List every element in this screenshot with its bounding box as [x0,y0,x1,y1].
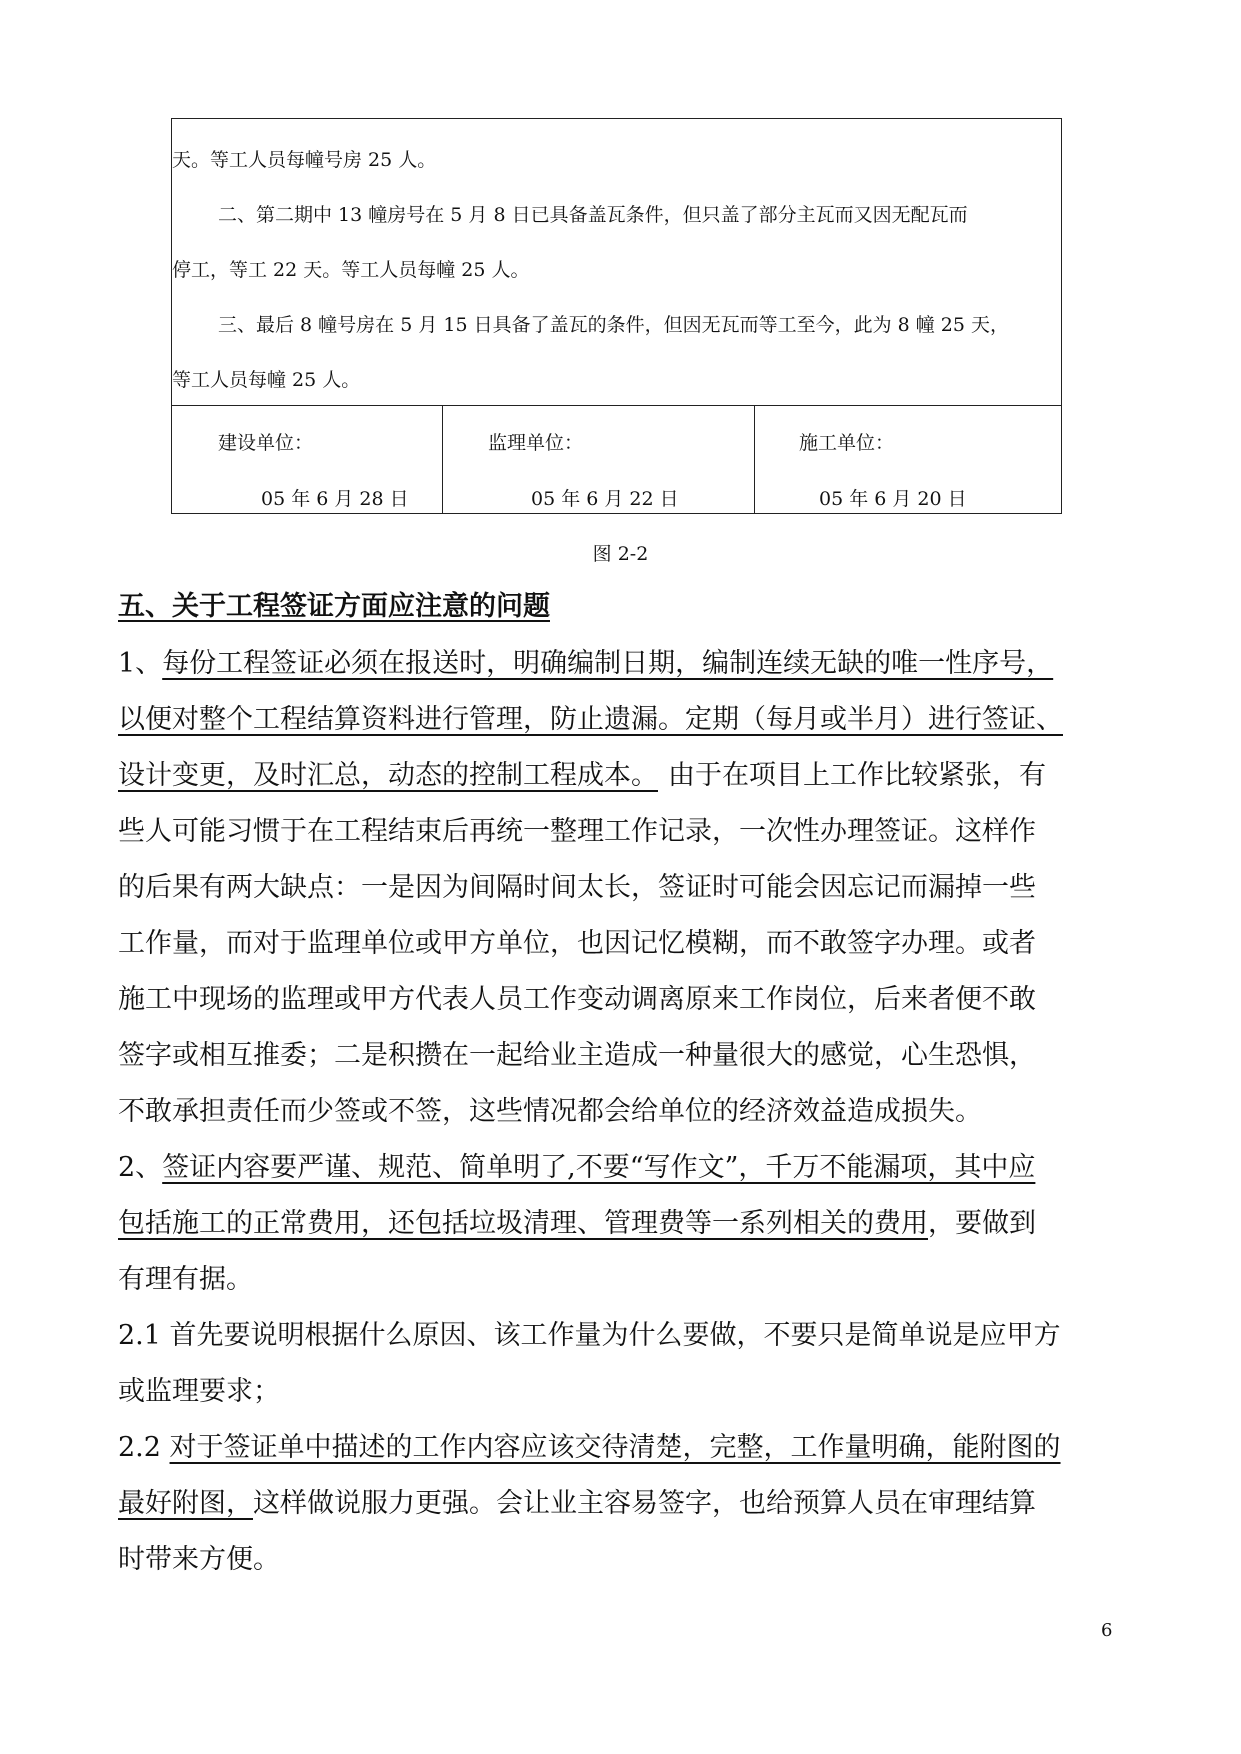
list-number: 2、 [118,1152,163,1183]
table-line: 等工人员每幢 25 人。 [172,369,361,391]
paragraph-line [118,1431,1061,1465]
paragraph-line: 些人可能习惯于在工程结束后再统一整理工作记录，一次性办理签证。这样作 [118,816,1036,847]
signature-label: 建设单位： [218,432,314,454]
underlined-text: 对于签证单中描述的工作内容应该交待清楚，完整，工作量明确，能附图的 [169,1432,1061,1463]
underlined-text: 包括施工的正常费用，还包括垃圾清理、管理费等一系列相关的费用 [118,1208,928,1239]
signature-label: 施工单位： [799,432,895,454]
table-line: 天。等工人员每幢号房 25 人。 [172,149,437,171]
paragraph-line [118,759,1046,793]
paragraph-line: 工作量，而对于监理单位或甲方单位，也因记忆模糊，而不敢签字办理。或者 [118,928,1036,959]
plain-text: ，要做到 [928,1208,1036,1239]
plain-text: 这样做说服力更强。会让业主容易签字，也给预算人员在审理结算 [253,1488,1036,1519]
underlined-text: 签证内容要严谨、规范、简单明了,不要“写作文”，千万不能漏项，其中应 [162,1152,1036,1183]
signature-row [172,405,1061,513]
plain-text: 由于在项目上工作比较紧张，有 [668,760,1046,791]
visa-record-table [171,118,1062,514]
section-heading: 五、关于工程签证方面应注意的问题 [118,591,550,622]
signature-date: 05 年 6 月 22 日 [531,488,679,510]
table-content [172,119,1061,405]
paragraph-line [118,1207,1036,1241]
signature-date: 05 年 6 月 28 日 [261,488,409,510]
paragraph-line: 有理有据。 [118,1264,253,1295]
signature-date: 05 年 6 月 20 日 [819,488,967,510]
signature-cell-construction [172,406,443,513]
list-number: 1、 [118,648,163,679]
page-number: 6 [1101,1620,1113,1641]
list-number: 2.2 [118,1432,170,1463]
underlined-text: 最好附图， [118,1488,253,1519]
underlined-text: 以便对整个工程结算资料进行管理，防止遗漏。定期（每月或半月）进行签证、 [118,704,1063,735]
paragraph-line [118,703,1063,737]
paragraph-line [118,1151,1035,1185]
table-line: 停工，等工 22 天。等工人员每幢 25 人。 [172,259,530,281]
underlined-text: 每份工程签证必须在报送时，明确编制日期，编制连续无缺的唯一性序号， [162,648,1054,679]
paragraph-line: 时带来方便。 [118,1544,280,1575]
paragraph-line: 施工中现场的监理或甲方代表人员工作变动调离原来工作岗位，后来者便不敢 [118,984,1036,1015]
paragraph-line: 签字或相互推委；二是积攒在一起给业主造成一种量很大的感觉，心生恐惧， [118,1040,1036,1071]
underlined-text: 设计变更，及时汇总，动态的控制工程成本。 [118,760,658,791]
paragraph-line: 或监理要求； [118,1376,280,1407]
paragraph-line [118,647,1053,681]
table-line: 二、第二期中 13 幢房号在 5 月 8 日已具备盖瓦条件，但只盖了部分主瓦而又因无配瓦而 [218,204,968,226]
paragraph-line: 的后果有两大缺点：一是因为间隔时间太长，签证时可能会因忘记而漏掉一些 [118,872,1036,903]
signature-cell-supervision [442,406,755,513]
table-line: 三、最后 8 幢号房在 5 月 15 日具备了盖瓦的条件，但因无瓦而等工至今，此为 8 幢 25 天， [218,314,1010,336]
figure-caption: 图 2-2 [592,543,649,565]
paragraph-line: 不敢承担责任而少签或不签，这些情况都会给单位的经济效益造成损失。 [118,1096,982,1127]
paragraph-line [118,1487,1036,1521]
paragraph-line: 2.1 首先要说明根据什么原因、该工作量为什么要做，不要只是简单说是应甲方 [118,1320,1061,1351]
signature-label: 监理单位： [488,432,584,454]
signature-cell-contractor [754,406,1061,513]
